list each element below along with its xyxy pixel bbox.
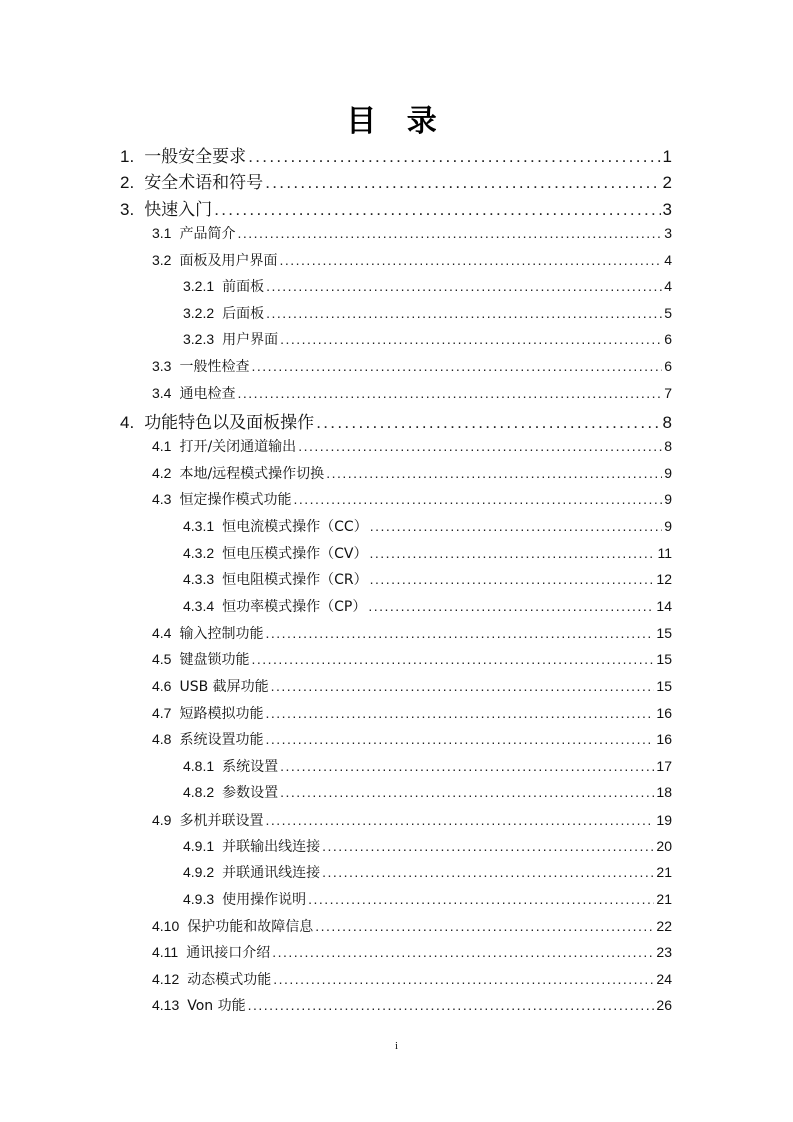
toc-entry-title: 恒定操作模式功能 [179,492,292,508]
toc-entry-page: 15 [656,651,672,667]
toc-entry-page: 15 [656,625,672,641]
toc-entry-title: 产品简介 [179,226,236,242]
toc-leader-dots [273,971,654,987]
toc-leader-dots [248,147,660,167]
toc-entry-page: 6 [664,331,672,347]
toc-leader-dots [248,997,655,1013]
toc-entry-number: 3.2.3 [183,331,215,347]
toc-entry-title: 动态模式功能 [187,972,272,988]
toc-leader-dots [266,278,662,294]
toc-entry-number: 4.8.2 [183,784,215,800]
toc-entry-title: 并联输出线连接 [222,839,321,855]
toc-entry[interactable] [120,142,672,167]
toc-entry-title: 键盘锁功能 [179,652,250,668]
toc-leader-dots [280,758,654,774]
toc-entry-number: 3.3 [152,358,172,374]
toc-entry-title: 通讯接口介绍 [186,945,271,961]
toc-entry-title: 多机并联设置 [179,813,264,829]
toc-entry[interactable] [120,168,672,193]
toc-entry-title: 本地/远程模式操作切换 [179,466,325,482]
toc-leader-dots [265,625,654,641]
toc-leader-dots [370,545,656,561]
toc-leader-dots [308,891,654,907]
toc-entry-number: 4.3 [152,491,172,507]
toc-entry-number: 3. [120,200,135,219]
toc-entry-number: 4.9.3 [183,891,215,907]
toc-entry-title: 快速入门 [144,200,213,220]
toc-entry-page: 26 [656,997,672,1013]
toc-entry[interactable] [183,303,672,323]
toc-entry[interactable] [183,276,672,296]
toc-entry-number: 4.4 [152,625,172,641]
toc-leader-dots [265,731,654,747]
toc-entry[interactable] [183,782,672,802]
toc-entry-page: 18 [656,784,672,800]
toc-leader-dots [370,518,663,534]
toc-entry[interactable] [152,436,672,456]
toc-entry-page: 5 [664,305,672,321]
toc-leader-dots [271,678,655,694]
toc-entry-number: 4.7 [152,705,172,721]
toc-entry-number: 4.6 [152,678,172,694]
toc-entry-number: 4.11 [152,944,179,960]
toc-entry-title: 输入控制功能 [179,626,264,642]
toc-entry-title: 恒功率模式操作（CP） [222,599,367,615]
page-number-footer: i [394,1040,399,1052]
toc-entry-title: 使用操作说明 [222,892,307,908]
toc-entry-title: 安全术语和符号 [144,173,264,193]
toc-entry-title: 短路模拟功能 [179,706,264,722]
toc-entry[interactable] [152,223,672,243]
toc-entry[interactable] [152,463,672,483]
toc-leader-dots [298,438,662,454]
toc-entry[interactable] [183,836,672,856]
toc-leader-dots [293,491,662,507]
toc-entry-page: 23 [656,944,672,960]
toc-entry-number: 4. [120,413,135,432]
toc-leader-dots [322,864,654,880]
toc-entry[interactable] [152,729,672,749]
toc-entry-title: 面板及用户界面 [179,253,278,269]
toc-title: 目 录 [346,104,447,139]
toc-entry-page: 9 [664,491,672,507]
toc-entry-page: 3 [662,200,672,219]
toc-entry-title: 后面板 [222,306,265,322]
toc-entry-number: 4.1 [152,438,172,454]
toc-entry-page: 3 [664,225,672,241]
toc-entry-title: 功能特色以及面板操作 [144,413,315,433]
toc-entry[interactable] [152,916,672,936]
toc-entry-title: 恒电流模式操作（CC） [222,519,368,535]
toc-entry-page: 8 [664,438,672,454]
toc-entry-number: 4.3.2 [183,545,215,561]
toc-entry[interactable] [183,889,672,909]
toc-entry-number: 4.8.1 [183,758,215,774]
toc-entry-title: 前面板 [222,279,265,295]
toc-entry[interactable] [152,969,672,989]
toc-entry-number: 4.3.4 [183,598,215,614]
toc-entry[interactable] [183,756,672,776]
toc-entry-title: USB 截屏功能 [179,679,269,695]
toc-leader-dots [280,331,662,347]
toc-entry[interactable] [183,596,672,616]
toc-entry[interactable] [152,676,672,696]
toc-entry-number: 4.3.1 [183,518,215,534]
toc-entry[interactable] [152,489,672,509]
toc-entry-number: 3.2 [152,252,172,268]
toc-entry-number: 4.9 [152,812,172,828]
toc-leader-dots [251,651,654,667]
toc-leader-dots [370,571,655,587]
toc-leader-dots [265,173,660,193]
toc-entry-page: 21 [656,891,672,907]
toc-entry-page: 21 [656,864,672,880]
toc-entry[interactable] [183,329,672,349]
toc-entry[interactable] [120,195,672,220]
toc-leader-dots [368,598,654,614]
toc-entry[interactable] [152,623,672,643]
toc-leader-dots [272,944,654,960]
toc-entry[interactable] [183,516,672,536]
toc-leader-dots [237,385,662,401]
toc-entry-number: 1. [120,147,135,166]
toc-entry-number: 4.8 [152,731,172,747]
toc-entry-title: Von 功能 [187,998,246,1014]
toc-entry-number: 2. [120,173,135,192]
toc-leader-dots [265,812,654,828]
toc-leader-dots [266,305,662,321]
toc-entry-page: 1 [662,147,672,166]
toc-entry-number: 4.13 [152,997,180,1013]
toc-entry-title: 恒电阻模式操作（CR） [222,572,368,588]
toc-leader-dots [265,705,654,721]
toc-entry-page: 16 [656,705,672,721]
toc-entry-page: 14 [656,598,672,614]
toc-entry-page: 4 [664,278,672,294]
toc-entry[interactable] [152,995,672,1015]
toc-entry[interactable] [120,408,672,433]
toc-entry-title: 保护功能和故障信息 [187,919,314,935]
toc-entry[interactable] [183,862,672,882]
toc-entry-number: 4.3.3 [183,571,215,587]
toc-entry-page: 6 [664,358,672,374]
toc-entry[interactable] [152,703,672,723]
toc-entry-title: 一般安全要求 [144,147,247,167]
toc-leader-dots [251,358,662,374]
toc-entry-title: 一般性检查 [179,359,250,375]
toc-entry[interactable] [152,356,672,376]
toc-leader-dots [315,918,654,934]
toc-entry[interactable] [183,569,672,589]
toc-entry-title: 系统设置功能 [179,732,264,748]
toc-entry-page: 20 [656,838,672,854]
toc-entry-page: 11 [657,545,672,561]
toc-entry-title: 通电检查 [179,386,236,402]
toc-leader-dots [214,200,660,220]
toc-entry-number: 4.10 [152,918,180,934]
toc-entry-page: 4 [664,252,672,268]
toc-entry-page: 2 [662,173,672,192]
toc-entry-title: 参数设置 [222,785,279,801]
toc-entry-page: 8 [662,413,672,432]
toc-leader-dots [280,784,654,800]
toc-entry-page: 22 [656,918,672,934]
toc-leader-dots [279,252,662,268]
toc-entry-number: 4.5 [152,651,172,667]
toc-entry-number: 3.2.2 [183,305,215,321]
toc-entry-title: 用户界面 [222,332,279,348]
toc-entry-page: 9 [664,465,672,481]
toc-entry-number: 3.2.1 [183,278,215,294]
toc-entry-page: 12 [656,571,672,587]
toc-entry[interactable] [152,649,672,669]
toc-entry[interactable] [152,810,672,830]
toc-leader-dots [322,838,654,854]
toc-leader-dots [237,225,662,241]
toc-entry-number: 3.1 [152,225,172,241]
toc-entry[interactable] [183,543,672,563]
toc-entry[interactable] [152,942,672,962]
toc-entry-title: 打开/关闭通道输出 [179,439,297,455]
toc-entry-page: 17 [656,758,672,774]
toc-entry[interactable] [152,383,672,403]
toc-entry-page: 24 [656,971,672,987]
toc-entry-page: 15 [656,678,672,694]
toc-entry[interactable] [152,250,672,270]
toc-entry-number: 3.4 [152,385,172,401]
toc-entry-title: 并联通讯线连接 [222,865,321,881]
toc-entry-title: 恒电压模式操作（CV） [222,546,368,562]
toc-entry-number: 4.12 [152,971,180,987]
toc-entry-number: 4.2 [152,465,172,481]
toc-entry-number: 4.9.2 [183,864,215,880]
toc-entry-page: 16 [656,731,672,747]
toc-leader-dots [316,413,660,433]
toc-leader-dots [326,465,662,481]
toc-entry-title: 系统设置 [222,759,279,775]
toc-entry-page: 9 [664,518,672,534]
toc-entry-number: 4.9.1 [183,838,215,854]
toc-entry-page: 7 [664,385,672,401]
toc-entry-page: 19 [656,812,672,828]
